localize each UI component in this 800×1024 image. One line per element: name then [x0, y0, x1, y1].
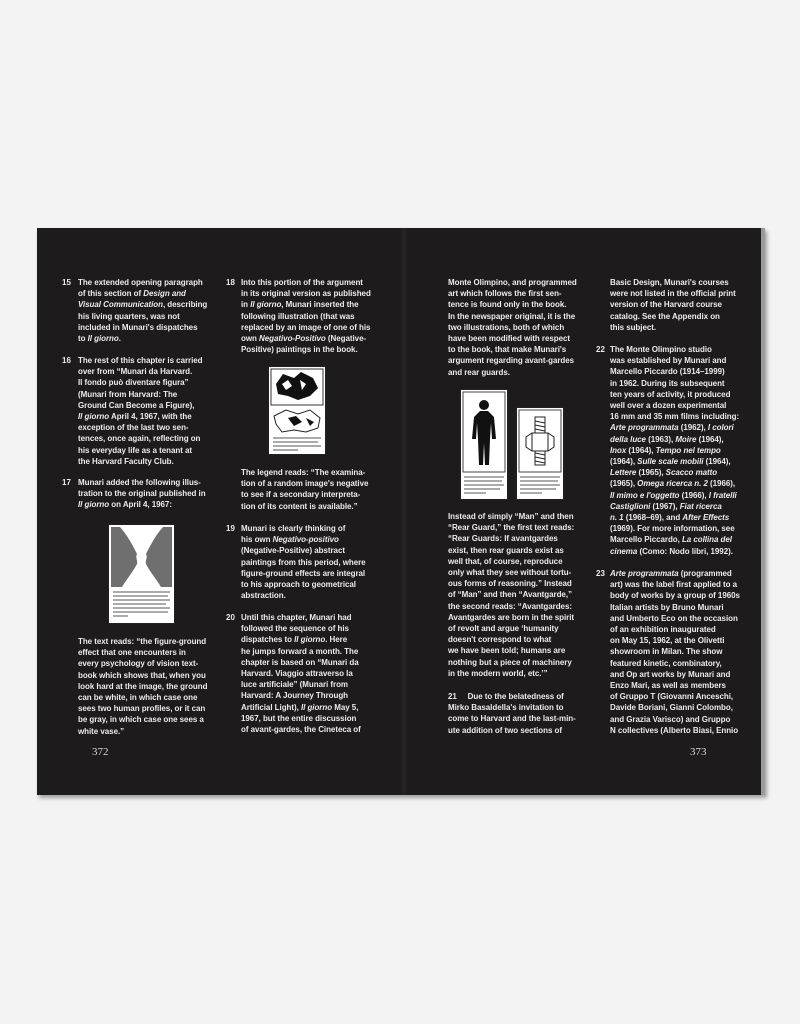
note-text: (1964),	[626, 445, 656, 455]
note-text: (programmed art) was the label first applied to a body of works by a group of 1960s Italian artists by Bruno Munari and Umberto Eco on the occasion of an exhibition inaugurated on May 15, 1962, at the Olivetti showroom in Milan. The show featured kinetic, combinatory, and Op art works by Munari and Enzo Mari, as well as members of Gruppo T (Giovanni Anceschi, Davide Boriani, Gianni Colombo, and Grazia Varisco) and Gruppo N collectives (Alberto Biasi, Ennio	[610, 569, 740, 735]
bolt-nut-illustration	[516, 407, 564, 500]
note-21	[448, 691, 576, 736]
italic-title: Scacco matto	[665, 468, 718, 478]
legend-note	[241, 467, 368, 512]
italic-title: Design and Visual Communication	[78, 289, 186, 310]
note-text: .	[118, 334, 121, 344]
italic-title: Tempo nel tempo	[655, 445, 721, 455]
note-text: The Monte Olimpino studio was established by Munari and Marcello Piccardo (1914–1999) in 1962. During its subsequent ten years of activity, it produced well over a dozen experimental 16 mm and 35 mm films including:	[610, 345, 740, 422]
vase-figure-illustration	[108, 524, 175, 624]
note-number: 16	[62, 356, 71, 365]
note-15	[78, 277, 207, 344]
note-text: Instead of simply “Man” and then “Rear Guard,” the first text reads: “Rear Guards: If avantgardes exist, then rear guards exist as well that, of course, reproduce only what they see without tortu- ous forms of reasoning.” Instead of “Man” and then “Avantgarde,” the second reads: “Avantgardes: Avantgardes are born in the spirit of revolt and argue ‘humanity doesn't correspond to what we have been told; humans are nothing but a piece of machinery in the modern world, etc.’”	[448, 512, 575, 678]
note-text: (1967),	[650, 501, 680, 511]
note-17	[78, 477, 206, 511]
page-edge	[761, 228, 765, 795]
italic-title: Negativo-Positivo	[259, 334, 326, 344]
note-number: 23	[596, 569, 605, 578]
note-text: (1965),	[610, 479, 635, 489]
note-22	[610, 344, 739, 557]
note-text: , Munari inserted the following illustration (that was replaced by an image of one of his own	[241, 300, 371, 344]
note-number: 21	[448, 692, 457, 701]
note-text: on April 4, 1967:	[109, 500, 172, 510]
note-text: (1968–69), and	[623, 513, 683, 523]
page-number-left: 372	[92, 746, 109, 758]
italic-title: Il giorno	[300, 702, 333, 712]
note-text: April 4, 1967, with the exception of the last two sen- tences, once again, reflecting on his everyday life as a tenant at the Harvard Faculty Club.	[78, 412, 201, 466]
italic-title: Il giorno	[78, 412, 110, 422]
italic-title: Il giorno	[294, 635, 326, 645]
note-text: Into this portion of the argument in its original version as published in	[241, 278, 371, 310]
italic-title: Sulle scale mobili	[637, 457, 704, 467]
note-text: (1964),	[705, 457, 731, 467]
italic-title: Lettere	[610, 468, 637, 478]
note-text: (1966),	[710, 479, 736, 489]
note-23	[610, 568, 740, 736]
note-number: 18	[226, 278, 235, 287]
note-text: Munari is clearly thinking of his own	[241, 524, 346, 545]
note-16	[78, 355, 203, 467]
note-text: (Negative-Positive) abstract paintings from this period, where figure-ground effects are integral to his approach to geometrical abstraction.	[241, 546, 366, 601]
note-text: (1963),	[645, 434, 676, 444]
italic-title: Arte programmata	[610, 569, 679, 578]
italic-title: I fratelli Castiglioni	[610, 490, 737, 511]
italic-title: Il giorno	[250, 300, 282, 310]
italic-title: Omega ricerca n. 2	[637, 479, 708, 489]
book-spine	[400, 228, 408, 795]
note-text: (1964),	[698, 434, 724, 444]
note-18	[241, 277, 371, 355]
vase-caption-note	[78, 636, 207, 737]
note-text: (1966),	[679, 490, 709, 500]
italic-title: Moire	[675, 434, 697, 444]
note-number: 22	[596, 345, 605, 354]
note-number: 15	[62, 278, 71, 287]
note-text: (1965),	[636, 468, 666, 478]
note-text: Until this chapter, Munari had followed the sequence of his dispatches to	[241, 613, 352, 645]
italic-title: Fiat ricerca n. 1	[610, 501, 722, 523]
negative-image-illustration	[268, 366, 326, 455]
note-text: The legend reads: “The examina- tion of a random image's negative to see if a secondary interpreta- tion of its content is available.”	[241, 468, 369, 511]
note-19	[241, 523, 366, 601]
note-text: The extended opening paragraph of this section of	[78, 278, 203, 299]
note-20	[241, 612, 361, 735]
italic-title: I colori della luce	[610, 423, 734, 444]
note-text: (Negative- Positive) paintings in the book.	[241, 334, 367, 355]
italic-title: Arte programmata	[610, 423, 679, 433]
italic-title: Negativo-positivo	[272, 535, 339, 545]
italic-title: Il giorno	[87, 334, 119, 344]
italic-title: Il mimo e l'oggetto	[610, 490, 680, 500]
italic-title: La collina del cinema	[610, 535, 732, 556]
note-text: Due to the belatedness of Mirko Basaldella's invitation to come to Harvard and the last-min- ute addition of two sections of	[448, 692, 576, 735]
man-figure-illustration	[460, 389, 508, 500]
note-text: The text reads: “the figure-ground effect that one encounters in every psychology of vision text- book which shows that, when you look hard at the image, the ground can be white, in which case one sees two human profiles, or it can be gray, in which case one sees a white vase.”	[78, 637, 208, 736]
note-text: , describing his living quarters, was not included in Munari's dispatches to	[78, 300, 208, 344]
note-text: Munari added the following illus- tration to the original published in	[78, 478, 206, 499]
note-number: 19	[226, 524, 235, 533]
note-20-continued	[448, 277, 577, 378]
italic-title: After Effects	[682, 513, 730, 523]
italic-title: Il giorno	[78, 500, 110, 510]
note-text: . Here he jumps forward a month. The chapter is based on “Munari da Harvard. Viaggio attraverso la luce artificiale” (Munari from Harvard: A Journey Through Artificial Light),	[241, 635, 359, 712]
note-text: Basic Design, Munari's courses were not listed in the official print version of the Harvard course catalog. See the Appendix on this subject.	[610, 278, 736, 332]
illustration-text-note	[448, 511, 574, 679]
note-21-continued	[610, 277, 736, 333]
note-text: The rest of this chapter is carried over from “Munari da Harvard. Il fondo può diventare figura” (Munari from Harvard: The Ground Can Become a Figure),	[78, 356, 203, 410]
note-number: 20	[226, 613, 235, 622]
note-text: (Como: Nodo libri, 1992).	[637, 546, 733, 556]
note-number: 17	[62, 478, 71, 487]
note-text: (1969). For more information, see Marcello Piccardo,	[610, 524, 735, 545]
page-number-right: 373	[690, 746, 707, 758]
note-text: (1964),	[610, 457, 635, 467]
note-text: May 5, 1967, but the entire discussion of avant-gardes, the Cineteca of	[241, 702, 361, 735]
note-text: (1962),	[678, 423, 708, 433]
italic-title: Inox	[610, 445, 627, 455]
note-text: Monte Olimpino, and programmed art which follows the first sen- tence is found only in the book. In the newspaper original, it is the two illustrations, both of which have been modified with respect to the book, that make Munari's argument regarding avant-gardes and rear guards.	[448, 278, 577, 377]
